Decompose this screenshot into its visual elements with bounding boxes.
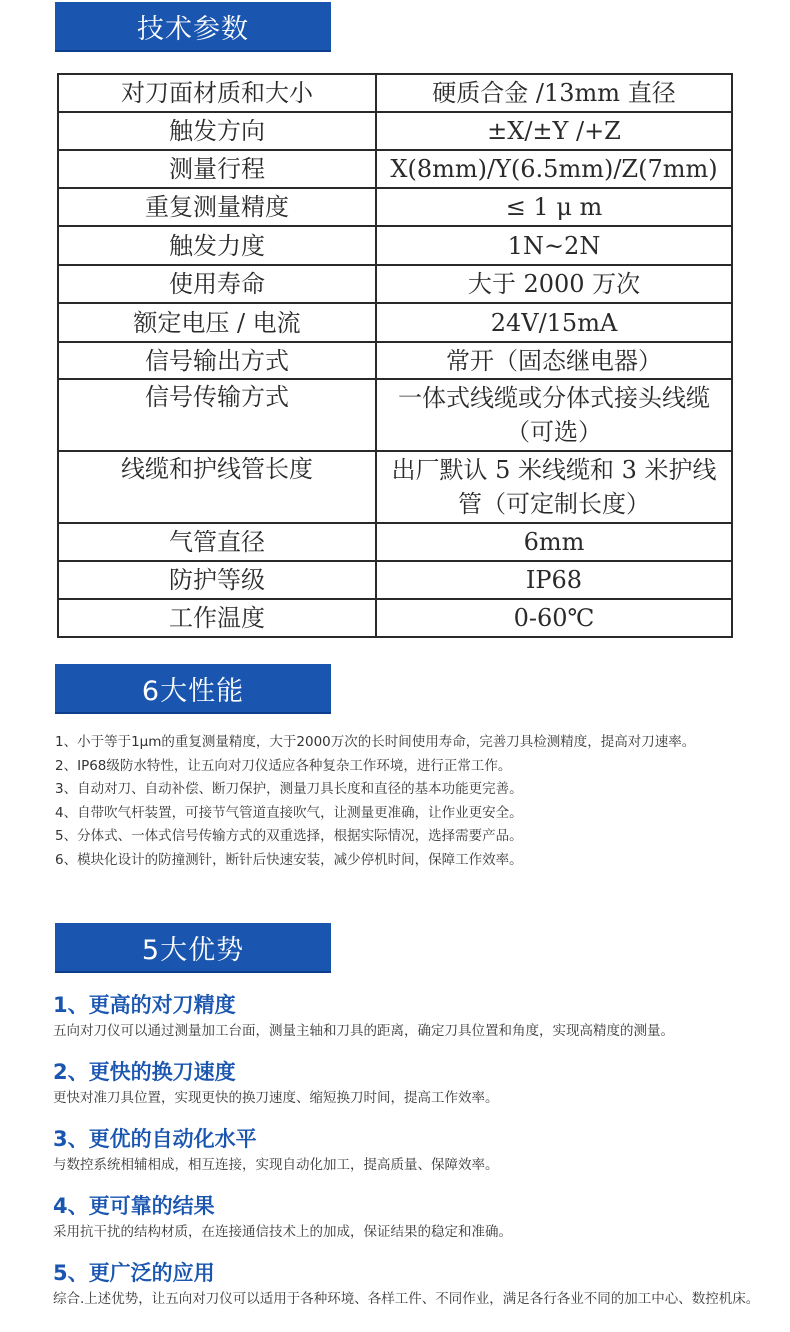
spec-value: 0-60℃	[376, 599, 732, 637]
spec-label: 额定电压 / 电流	[58, 303, 376, 342]
advantage-item	[53, 1258, 773, 1311]
spec-value: 6mm	[376, 523, 732, 561]
list-item: 5、分体式、一体式信号传输方式的双重选择，根据实际情况，选择需要产品。	[55, 828, 523, 844]
list-item: 1、小于等于1μm的重复测量精度，大于2000万次的长时间使用寿命，完善刀具检测精度，提高对刀速率。	[55, 734, 696, 750]
advantage-text: 综合.上述优势，让五向对刀仪可以适用于各种环境、各样工件、不同作业，满足各行各业不同的加工中心、数控机床。	[53, 1291, 760, 1307]
table-row	[58, 561, 732, 599]
table-row	[58, 523, 732, 561]
spec-value: 出厂默认 5 米线缆和 3 米护线管（可定制长度）	[376, 451, 732, 523]
list-item: 4、自带吹气杆装置，可接节气管道直接吹气，让测量更准确，让作业更安全。	[55, 804, 523, 821]
spec-label: 气管直径	[58, 523, 376, 561]
spec-value: 硬质合金 /13mm 直径	[376, 74, 732, 112]
spec-label: 使用寿命	[58, 265, 376, 303]
spec-value: ±X/±Y /+Z	[376, 112, 732, 150]
spec-value: 大于 2000 万次	[376, 265, 732, 303]
list-item: 2、IP68级防水特性，让五向对刀仪适应各种复杂工作环境，进行正常工作。	[55, 757, 512, 774]
specs-table	[57, 73, 733, 638]
advantages-banner: 5大优势	[55, 923, 331, 973]
performance-list	[55, 731, 745, 872]
spec-label: 防护等级	[58, 561, 376, 599]
advantage-item	[53, 1191, 773, 1244]
table-row	[58, 112, 732, 150]
advantage-item	[53, 1124, 773, 1177]
spec-label: 信号输出方式	[58, 342, 376, 379]
table-row	[58, 226, 732, 265]
table-row	[58, 599, 732, 637]
advantage-title: 1、更高的对刀精度	[53, 993, 236, 1017]
list-item: 6、模块化设计的防撞测针，断针后快速安装，减少停机时间，保障工作效率。	[55, 851, 523, 868]
spec-value: 一体式线缆或分体式接头线缆（可选）	[376, 379, 732, 451]
table-row	[58, 451, 732, 523]
spec-label: 触发方向	[58, 112, 376, 150]
list-item: 3、自动对刀、自动补偿、断刀保护，测量刀具长度和直径的基本功能更完善。	[55, 781, 523, 797]
advantage-title: 4、更可靠的结果	[53, 1194, 215, 1218]
performance-banner: 6大性能	[55, 664, 331, 714]
table-row	[58, 150, 732, 188]
spec-value: X(8mm)/Y(6.5mm)/Z(7mm)	[376, 150, 732, 188]
advantage-text: 五向对刀仪可以通过测量加工台面，测量主轴和刀具的距离，确定刀具位置和角度，实现高精度的测量。	[53, 1023, 674, 1039]
spec-value: 24V/15mA	[376, 303, 732, 342]
spec-label: 测量行程	[58, 150, 376, 188]
table-row	[58, 342, 732, 379]
spec-label: 工作温度	[58, 599, 376, 637]
table-row	[58, 303, 732, 342]
spec-value: 常开（固态继电器）	[376, 342, 732, 379]
specs-banner: 技术参数	[55, 2, 331, 52]
spec-label: 触发力度	[58, 226, 376, 265]
table-row	[58, 265, 732, 303]
spec-label: 线缆和护线管长度	[58, 451, 376, 523]
advantage-title: 5、更广泛的应用	[53, 1261, 215, 1285]
spec-label: 重复测量精度	[58, 188, 376, 226]
advantage-text: 更快对准刀具位置，实现更快的换刀速度、缩短换刀时间，提高工作效率。	[53, 1090, 499, 1106]
advantage-title: 2、更快的换刀速度	[53, 1060, 236, 1084]
advantage-text: 与数控系统相辅相成，相互连接，实现自动化加工，提高质量、保障效率。	[53, 1157, 499, 1173]
advantage-title: 3、更优的自动化水平	[53, 1127, 257, 1151]
spec-value: ≤ 1 μ m	[376, 188, 732, 226]
table-row	[58, 188, 732, 226]
spec-value: 1N~2N	[376, 226, 732, 265]
table-row	[58, 379, 732, 451]
advantage-item	[53, 1057, 773, 1110]
spec-label: 对刀面材质和大小	[58, 74, 376, 112]
advantage-text: 采用抗干扰的结构材质，在连接通信技术上的加成，保证结果的稳定和准确。	[53, 1224, 512, 1240]
spec-value: IP68	[376, 561, 732, 599]
advantage-item	[53, 990, 773, 1043]
table-row	[58, 74, 732, 112]
spec-label: 信号传输方式	[58, 379, 376, 451]
